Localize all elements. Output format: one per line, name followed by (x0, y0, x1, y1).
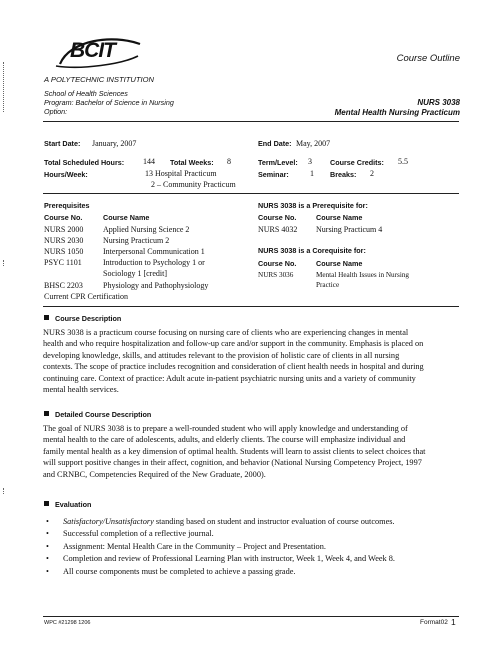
hours-week-label: Hours/Week: (44, 170, 88, 179)
seminar-value: 1 (310, 169, 314, 178)
course-description-text: NURS 3038 is a practicum course focusing on nursing care of clients who are experiencing changes in mental health and who require hospitalization and follow-up care and/or support in the community. Emphasis is placed on developing knowledge, skills, and attitudes relevant to the provision of holistic care of clients in all nursing contexts. The scope of practice includes recognition and consideration of client health needs in hospital and during continuing care. Context of practice: Adult acute in-patient psychiatric nursing units and a variety of community mental health services. (43, 328, 424, 395)
prereq-course-no: BHSC 2203 (44, 281, 83, 290)
prereq-course-name: Introduction to Psychology 1 or (103, 258, 205, 267)
prereq-course-no: NURS 2000 (44, 225, 84, 234)
end-date-value: May, 2007 (296, 139, 331, 148)
scan-mark (3, 62, 4, 112)
coreq-col-course-no: Course No. (258, 259, 297, 268)
total-weeks-label: Total Weeks: (170, 158, 214, 167)
course-code: NURS 3038 (417, 98, 460, 107)
section-bullet-icon (44, 501, 49, 506)
seminar-label: Seminar: (258, 170, 289, 179)
form-code: WPC #21298 1206 (44, 620, 91, 626)
prereq-course-no: NURS 1050 (44, 247, 84, 256)
evaluation-item: • Completion and review of Professional Learning Plan with instructor, Week 1, Week 4, and Week 8. (43, 553, 463, 565)
logo-text: BCIT (70, 39, 115, 62)
course-description-heading: Course Description (44, 314, 121, 323)
prerequisites-heading: Prerequisites (44, 201, 90, 210)
prereq-for-col-course-no: Course No. (258, 213, 297, 222)
prereq-for-heading: NURS 3038 is a Prerequisite for: (258, 201, 368, 210)
total-weeks-value: 8 (227, 157, 231, 166)
course-title: Mental Health Nursing Practicum (334, 108, 460, 117)
evaluation-item: • Satisfactory/Unsatisfactory standing based on student and instructor evaluation of course outcomes. (43, 516, 463, 528)
coreq-col-course-name: Course Name (316, 259, 363, 268)
prereq-course-name: Sociology 1 [credit] (103, 269, 167, 278)
prereq-col-course-no: Course No. (44, 213, 83, 222)
total-hours-label: Total Scheduled Hours: (44, 158, 125, 167)
logo-tagline: A POLYTECHNIC INSTITUTION (44, 75, 154, 84)
scan-mark (3, 488, 4, 494)
scan-mark (3, 260, 4, 266)
page-number: 1 (451, 617, 456, 627)
start-date-label: Start Date: (44, 139, 81, 148)
prereq-for-course-no: NURS 4032 (258, 225, 298, 234)
doc-type: Course Outline (396, 53, 460, 64)
section-bullet-icon (44, 411, 49, 416)
coreq-heading: NURS 3038 is a Corequisite for: (258, 246, 366, 255)
prereq-course-name: Interpersonal Communication 1 (103, 247, 205, 256)
evaluation-item: • Successful completion of a reflective journal. (43, 528, 463, 540)
footer-divider (43, 616, 459, 617)
coreq-course-no: NURS 3036 (258, 271, 294, 279)
program-name: Program: Bachelor of Science in Nursing (44, 98, 174, 107)
coreq-course-name: Practice (316, 281, 340, 289)
evaluation-item: • All course components must be completed to achieve a passing grade. (43, 566, 463, 578)
detailed-description-heading: Detailed Course Description (44, 410, 151, 419)
course-credits-label: Course Credits: (330, 158, 384, 167)
footer-format: Format02 (420, 619, 448, 626)
breaks-label: Breaks: (330, 170, 357, 179)
prereq-extra: Current CPR Certification (44, 292, 128, 301)
evaluation-list (43, 516, 463, 578)
evaluation-item: • Assignment: Mental Health Care in the Community – Project and Presentation. (43, 541, 463, 553)
prereq-course-no: PSYC 1101 (44, 258, 82, 267)
hours-week-line1: 13 Hospital Practicum (145, 169, 217, 178)
school-name: School of Health Sciences (44, 89, 128, 98)
end-date-label: End Date: (258, 139, 292, 148)
header-divider (43, 121, 459, 122)
hours-week-line2: 2 – Community Practicum (151, 180, 236, 189)
prereq-col-course-name: Course Name (103, 213, 150, 222)
course-credits-value: 5.5 (398, 157, 408, 166)
prereq-course-no: NURS 2030 (44, 236, 84, 245)
evaluation-heading: Evaluation (44, 500, 91, 509)
start-date-value: January, 2007 (92, 139, 137, 148)
section-bullet-icon (44, 315, 49, 320)
prereq-course-name: Applied Nursing Science 2 (103, 225, 190, 234)
term-level-label: Term/Level: (258, 158, 298, 167)
term-level-value: 3 (308, 157, 312, 166)
prereq-course-name: Nursing Practicum 2 (103, 236, 170, 245)
option-label: Option: (44, 107, 68, 116)
prereq-for-course-name: Nursing Practicum 4 (316, 225, 383, 234)
prereq-divider (43, 306, 459, 307)
coreq-course-name: Mental Health Issues in Nursing (316, 271, 410, 279)
stats-divider (43, 193, 459, 194)
detailed-description-text: The goal of NURS 3038 is to prepare a well-rounded student who will apply knowledge and understanding of mental health to the care of adolescents, adults, and elderly clients. The course will emphasize individual and family mental health as a key dimension of optimal health. Students will learn to assist clients to select choices that will support positive changes in their affect, cognition, and behavior (National Nursing Competency Project, 1997 and CRNBC, Competencies Required of the New Graduate, 2000). (43, 424, 426, 479)
prereq-for-col-course-name: Course Name (316, 213, 363, 222)
prereq-course-name: Physiology and Pathophysiology (103, 281, 209, 290)
total-hours-value: 144 (143, 157, 155, 166)
breaks-value: 2 (370, 169, 374, 178)
